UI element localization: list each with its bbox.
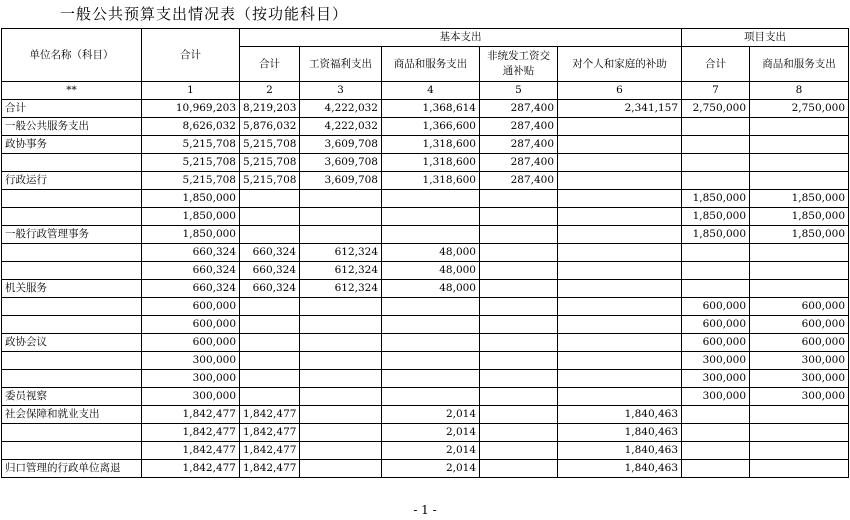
table-row (2, 334, 849, 352)
value-cell: 3,609,708 (300, 172, 382, 190)
value-cell: 5,215,708 (240, 172, 300, 190)
value-cell (558, 316, 682, 334)
value-cell: 1,840,463 (558, 442, 682, 460)
value-cell: 660,324 (240, 244, 300, 262)
value-cell: 1,842,477 (142, 442, 240, 460)
column-index-cell: 7 (682, 82, 750, 100)
value-cell: 5,876,032 (240, 118, 300, 136)
row-name-cell: 一般行政管理事务 (2, 226, 142, 244)
value-cell (558, 262, 682, 280)
value-cell: 48,000 (382, 244, 480, 262)
value-cell: 2,014 (382, 406, 480, 424)
header-project-goods-services: 商品和服务支出 (750, 47, 849, 82)
value-cell (750, 262, 849, 280)
value-cell (558, 280, 682, 298)
value-cell: 660,324 (240, 280, 300, 298)
row-name-cell (2, 190, 142, 208)
value-cell: 1,842,477 (240, 460, 300, 478)
value-cell: 612,324 (300, 244, 382, 262)
row-name-cell (2, 370, 142, 388)
value-cell: 287,400 (480, 118, 558, 136)
table-row (2, 406, 849, 424)
value-cell (558, 136, 682, 154)
value-cell (382, 388, 480, 406)
value-cell: 5,215,708 (142, 154, 240, 172)
value-cell (682, 244, 750, 262)
column-index-cell: 6 (558, 82, 682, 100)
value-cell: 1,850,000 (682, 190, 750, 208)
table-row (2, 298, 849, 316)
value-cell: 612,324 (300, 262, 382, 280)
value-cell: 10,969,203 (142, 100, 240, 118)
value-cell (480, 226, 558, 244)
value-cell (750, 172, 849, 190)
value-cell: 2,750,000 (750, 100, 849, 118)
value-cell (300, 352, 382, 370)
column-index-cell: ** (2, 82, 142, 100)
value-cell: 287,400 (480, 172, 558, 190)
value-cell (300, 442, 382, 460)
value-cell: 1,840,463 (558, 406, 682, 424)
value-cell: 1,318,600 (382, 172, 480, 190)
value-cell (480, 424, 558, 442)
value-cell: 300,000 (682, 352, 750, 370)
value-cell: 1,318,600 (382, 136, 480, 154)
table-row (2, 280, 849, 298)
value-cell: 660,324 (240, 262, 300, 280)
table-row (2, 136, 849, 154)
value-cell: 1,842,477 (142, 406, 240, 424)
value-cell: 48,000 (382, 280, 480, 298)
value-cell (240, 370, 300, 388)
value-cell (682, 136, 750, 154)
table-row (2, 370, 849, 388)
value-cell: 2,014 (382, 460, 480, 478)
value-cell: 1,850,000 (750, 190, 849, 208)
value-cell (558, 190, 682, 208)
value-cell: 4,222,032 (300, 118, 382, 136)
row-name-cell (2, 262, 142, 280)
table-row (2, 316, 849, 334)
row-name-cell: 合计 (2, 100, 142, 118)
row-name-cell: 行政运行 (2, 172, 142, 190)
value-cell (682, 172, 750, 190)
table-row (2, 118, 849, 136)
value-cell: 1,850,000 (682, 226, 750, 244)
value-cell: 1,842,477 (240, 424, 300, 442)
value-cell (300, 424, 382, 442)
value-cell (480, 352, 558, 370)
value-cell (300, 208, 382, 226)
value-cell: 2,014 (382, 442, 480, 460)
value-cell (750, 136, 849, 154)
value-cell (240, 388, 300, 406)
value-cell: 8,626,032 (142, 118, 240, 136)
value-cell: 300,000 (142, 370, 240, 388)
value-cell: 2,014 (382, 424, 480, 442)
value-cell (300, 460, 382, 478)
value-cell: 3,609,708 (300, 136, 382, 154)
value-cell: 600,000 (750, 334, 849, 352)
value-cell: 287,400 (480, 136, 558, 154)
table-row (2, 460, 849, 478)
value-cell (750, 280, 849, 298)
value-cell (558, 244, 682, 262)
value-cell (240, 316, 300, 334)
value-cell (682, 424, 750, 442)
value-cell (382, 352, 480, 370)
value-cell (682, 262, 750, 280)
value-cell: 600,000 (682, 334, 750, 352)
value-cell: 600,000 (750, 316, 849, 334)
table-row (2, 424, 849, 442)
table-row (2, 262, 849, 280)
value-cell: 5,215,708 (142, 172, 240, 190)
column-index-cell: 5 (480, 82, 558, 100)
value-cell (750, 442, 849, 460)
value-cell: 2,341,157 (558, 100, 682, 118)
value-cell: 5,215,708 (240, 154, 300, 172)
row-name-cell: 政协事务 (2, 136, 142, 154)
value-cell: 600,000 (142, 316, 240, 334)
value-cell (558, 226, 682, 244)
value-cell: 5,215,708 (142, 136, 240, 154)
value-cell (682, 442, 750, 460)
value-cell: 8,219,203 (240, 100, 300, 118)
value-cell: 1,840,463 (558, 460, 682, 478)
value-cell: 1,850,000 (682, 208, 750, 226)
value-cell (382, 334, 480, 352)
value-cell: 1,850,000 (142, 208, 240, 226)
value-cell (480, 280, 558, 298)
header-basic-total: 合计 (240, 47, 300, 82)
value-cell: 600,000 (142, 334, 240, 352)
value-cell: 1,842,477 (240, 406, 300, 424)
value-cell: 1,850,000 (142, 226, 240, 244)
value-cell (682, 154, 750, 172)
value-cell: 1,850,000 (142, 190, 240, 208)
value-cell (480, 334, 558, 352)
value-cell (382, 226, 480, 244)
value-cell (382, 190, 480, 208)
table-row (2, 154, 849, 172)
value-cell (480, 316, 558, 334)
value-cell (300, 298, 382, 316)
value-cell: 1,318,600 (382, 154, 480, 172)
value-cell: 660,324 (142, 280, 240, 298)
value-cell (300, 190, 382, 208)
table-row (2, 244, 849, 262)
row-name-cell (2, 316, 142, 334)
table-row (2, 172, 849, 190)
value-cell (750, 460, 849, 478)
table-row (2, 226, 849, 244)
value-cell (750, 244, 849, 262)
row-name-cell (2, 244, 142, 262)
table-row (2, 442, 849, 460)
value-cell: 1,850,000 (750, 208, 849, 226)
row-name-cell: 一般公共服务支出 (2, 118, 142, 136)
value-cell: 1,850,000 (750, 226, 849, 244)
row-name-cell (2, 208, 142, 226)
value-cell (300, 406, 382, 424)
table-row (2, 352, 849, 370)
table-title: 一般公共预算支出情况表（按功能科目） (60, 5, 349, 23)
value-cell: 1,366,600 (382, 118, 480, 136)
value-cell: 2,750,000 (682, 100, 750, 118)
value-cell: 1,840,463 (558, 424, 682, 442)
row-name-cell: 机关服务 (2, 280, 142, 298)
value-cell (558, 352, 682, 370)
value-cell (682, 406, 750, 424)
row-name-cell (2, 424, 142, 442)
value-cell: 300,000 (750, 352, 849, 370)
column-index-cell: 1 (142, 82, 240, 100)
value-cell: 600,000 (682, 316, 750, 334)
value-cell: 4,222,032 (300, 100, 382, 118)
value-cell (558, 298, 682, 316)
value-cell (750, 424, 849, 442)
row-name-cell: 社会保障和就业支出 (2, 406, 142, 424)
value-cell (480, 388, 558, 406)
value-cell: 300,000 (682, 370, 750, 388)
value-cell: 3,609,708 (300, 154, 382, 172)
value-cell: 600,000 (142, 298, 240, 316)
value-cell: 1,842,477 (240, 442, 300, 460)
value-cell: 660,324 (142, 262, 240, 280)
header-personal-subsidy: 对个人和家庭的补助 (558, 47, 682, 82)
column-index-cell: 4 (382, 82, 480, 100)
value-cell (300, 226, 382, 244)
value-cell: 300,000 (750, 370, 849, 388)
header-total: 合计 (142, 29, 240, 82)
value-cell (682, 280, 750, 298)
value-cell (558, 118, 682, 136)
value-cell: 300,000 (750, 388, 849, 406)
column-index-cell: 8 (750, 82, 849, 100)
table-row (2, 190, 849, 208)
value-cell: 612,324 (300, 280, 382, 298)
value-cell (480, 460, 558, 478)
value-cell (480, 298, 558, 316)
budget-table (1, 28, 849, 478)
value-cell (300, 370, 382, 388)
value-cell (480, 244, 558, 262)
value-cell: 1,842,477 (142, 424, 240, 442)
column-index-row (2, 82, 849, 100)
value-cell (240, 226, 300, 244)
value-cell (558, 334, 682, 352)
header-wages-welfare: 工资福利支出 (300, 47, 382, 82)
value-cell (558, 388, 682, 406)
column-index-cell: 3 (300, 82, 382, 100)
table-row (2, 388, 849, 406)
value-cell (480, 262, 558, 280)
value-cell (682, 460, 750, 478)
value-cell: 5,215,708 (240, 136, 300, 154)
value-cell (240, 334, 300, 352)
row-name-cell (2, 352, 142, 370)
value-cell (382, 298, 480, 316)
value-cell (750, 406, 849, 424)
value-cell (240, 208, 300, 226)
value-cell: 660,324 (142, 244, 240, 262)
header-project-total: 合计 (682, 47, 750, 82)
page-number: - 1 - (413, 503, 437, 517)
value-cell (300, 388, 382, 406)
row-name-cell (2, 154, 142, 172)
value-cell (750, 154, 849, 172)
value-cell: 300,000 (142, 388, 240, 406)
row-name-cell: 政协会议 (2, 334, 142, 352)
value-cell: 1,368,614 (382, 100, 480, 118)
table-row (2, 208, 849, 226)
column-index-cell: 2 (240, 82, 300, 100)
value-cell: 600,000 (750, 298, 849, 316)
value-cell: 287,400 (480, 154, 558, 172)
value-cell (558, 154, 682, 172)
value-cell (480, 442, 558, 460)
row-name-cell (2, 298, 142, 316)
value-cell: 600,000 (682, 298, 750, 316)
row-name-cell: 归口管理的行政单位离退 (2, 460, 142, 478)
header-project-expenditure: 项目支出 (682, 29, 849, 47)
header-transport-allowance: 非统发工资交通补贴 (480, 47, 558, 82)
value-cell: 300,000 (142, 352, 240, 370)
row-name-cell (2, 442, 142, 460)
value-cell: 48,000 (382, 262, 480, 280)
value-cell (558, 172, 682, 190)
header-unit-name: 单位名称（科目） (2, 29, 142, 82)
header-basic-expenditure: 基本支出 (240, 29, 682, 47)
value-cell (750, 118, 849, 136)
value-cell (558, 208, 682, 226)
value-cell (240, 298, 300, 316)
value-cell (382, 316, 480, 334)
value-cell (382, 208, 480, 226)
value-cell (480, 190, 558, 208)
value-cell (240, 190, 300, 208)
header-goods-services: 商品和服务支出 (382, 47, 480, 82)
value-cell: 300,000 (682, 388, 750, 406)
value-cell (382, 370, 480, 388)
value-cell: 1,842,477 (142, 460, 240, 478)
value-cell (558, 370, 682, 388)
value-cell (300, 316, 382, 334)
value-cell (480, 406, 558, 424)
row-name-cell: 委员视察 (2, 388, 142, 406)
value-cell (682, 118, 750, 136)
table-row (2, 100, 849, 118)
value-cell (240, 352, 300, 370)
value-cell (480, 208, 558, 226)
value-cell: 287,400 (480, 100, 558, 118)
value-cell (480, 370, 558, 388)
value-cell (300, 334, 382, 352)
